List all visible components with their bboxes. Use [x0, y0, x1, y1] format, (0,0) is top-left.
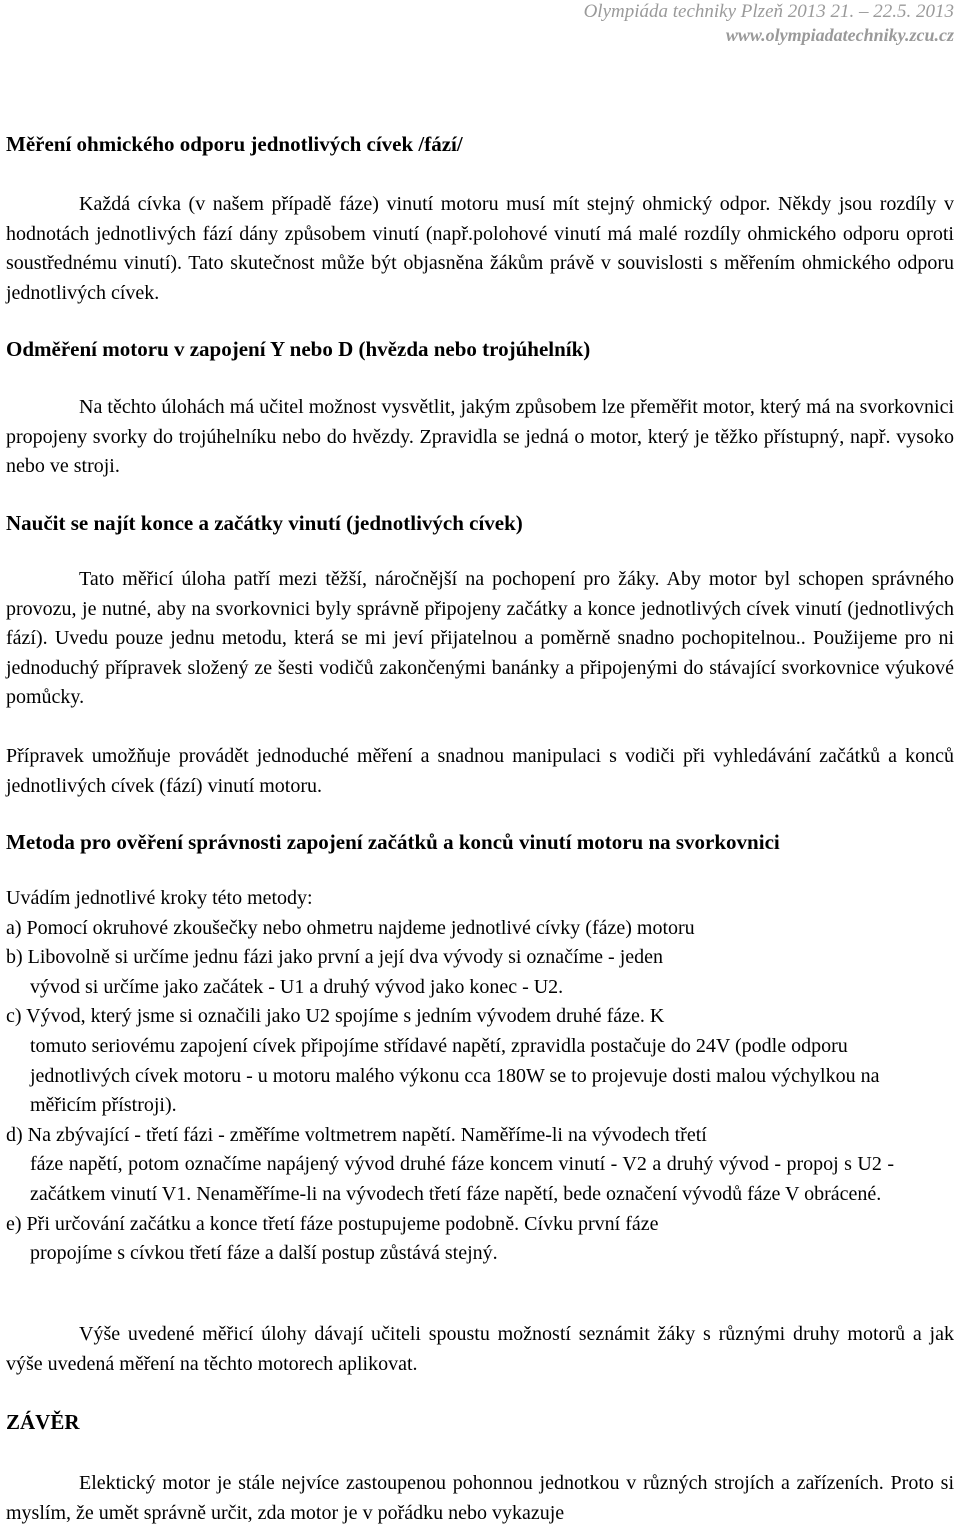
step-a	[6, 914, 954, 944]
document-page	[6, 0, 954, 1524]
step-d-rest: fáze napětí, potom označíme napájený vývod druhé fáze koncem vinutí - V2 a druhý vývod - propoj s U2 - začátkem vinutí V1. Nenaměříme-li na vývodech třetí fáze napětí, bede označení vývodů fáze V obrácené.	[30, 1153, 894, 1205]
section-heading-winding-ends: Naučit se najít konce a začátky vinutí (jednotlivých cívek)	[6, 511, 523, 535]
step-d	[6, 1121, 954, 1210]
step-d-first: d) Na zbývající - třetí fázi - změříme voltmetrem napětí. Naměříme-li na vývodech třetí	[6, 1123, 707, 1146]
header-url: www.olympiadatechniky.zcu.cz	[725, 25, 954, 45]
step-e-rest: propojíme s cívkou třetí fáze a další postup zůstává stejný.	[30, 1242, 498, 1265]
paragraph-conclusion: Elektický motor je stále nejvíce zastoupenou pohonnou jednotkou v různých strojích a zařízeních. Proto si myslím, že umět správně určit, zda motor je v pořádku nebo vykazuje	[6, 1472, 954, 1524]
paragraph-star-delta: Na těchto úlohách má učitel možnost vysvětlit, jakým způsobem lze přeměřit motor, který má na svorkovnici propojeny svorky do trojúhelníku nebo do hvězdy. Zpravidla se jedná o motor, který je těžko přístupný, např. vysoko nebo ve stroji.	[6, 396, 954, 478]
method-steps	[6, 884, 954, 1269]
paragraph-method-closing: Výše uvedené měřicí úlohy dávají učiteli spoustu možností seznámit žáky s různými druhy motorů a jak výše uvedená měření na těchto motorech aplikovat.	[6, 1323, 954, 1375]
paragraph-resistance: Každá cívka (v našem případě fáze) vinutí motoru musí mít stejný ohmický odpor. Někdy jsou rozdíly v hodnotách jednotlivých fází dány způsobem vinutí (např.polohové vinutí má malé rozdíly ohmického odporu oproti soustřednému vinutí). Tato skutečnost může být objasněna žákům právě v souvislosti s měřením ohmického odporu jednotlivých cívek.	[6, 193, 954, 304]
step-e	[6, 1210, 954, 1269]
section-heading-star-delta: Odměření motoru v zapojení Y nebo D (hvězda nebo trojúhelník)	[6, 337, 591, 361]
step-b-first: b) Libovolně si určíme jednu fázi jako první a její dva vývody si označíme - jeden	[6, 946, 664, 969]
step-c-rest: tomuto seriovému zapojení cívek připojíme střídavé napětí, zpravidla postačuje do 24V (podle odporu jednotlivých cívek motoru - u motoru malého výkonu cca 180W se to projevuje dosti malou výchylkou na měřicím přístroji).	[30, 1034, 880, 1117]
step-a-text: a) Pomocí okruhové zkoušečky nebo ohmetru najdeme jednotlivé cívky (fáze) motoru	[6, 916, 695, 939]
step-e-first: e) Při určování začátku a konce třetí fáze postupujeme podobně. Cívku první fáze	[6, 1212, 659, 1235]
section-heading-conclusion: ZÁVĚR	[6, 1410, 80, 1434]
header-event: Olympiáda techniky Plzeň 2013 21. – 22.5. 2013	[583, 1, 954, 22]
section-heading-resistance: Měření ohmického odporu jednotlivých cívek /fází/	[6, 132, 463, 156]
step-b	[6, 943, 954, 1002]
step-c-first: c) Vývod, který jsme si označili jako U2 spojíme s jedním vývodem druhé fáze. K	[6, 1005, 665, 1028]
paragraph-winding-ends-1: Tato měřicí úloha patří mezi těžší, náročnější na pochopení pro žáky. Aby motor byl schopen správného provozu, je nutné, aby na svorkovnici byly správně připojeny začátky a konce jednotlivých cívek vinutí (jednotlivých fází). Uvedu pouze jednu metodu, která se mi jeví přijatelnou a poměrně snadno pochopitelnou.. Použijeme pro ni jednoduchý přípravek složený ze šesti vodičů zakončenými banánky a připojenými do stávající svorkovnice výukové pomůcky.	[6, 568, 954, 709]
page-header	[6, 0, 954, 46]
method-intro: Uvádím jednotlivé kroky této metody:	[6, 887, 313, 909]
step-b-rest: vývod si určíme jako začátek - U1 a druhý vývod jako konec - U2.	[30, 975, 564, 998]
paragraph-winding-ends-2: Přípravek umožňuje provádět jednoduché měření a snadnou manipulaci s vodiči při vyhledávání začátků a konců jednotlivých cívek (fází) vinutí motoru.	[6, 745, 954, 797]
section-heading-method: Metoda pro ověření správnosti zapojení začátků a konců vinutí motoru na svorkovnici	[6, 830, 780, 854]
step-c	[6, 1002, 954, 1120]
